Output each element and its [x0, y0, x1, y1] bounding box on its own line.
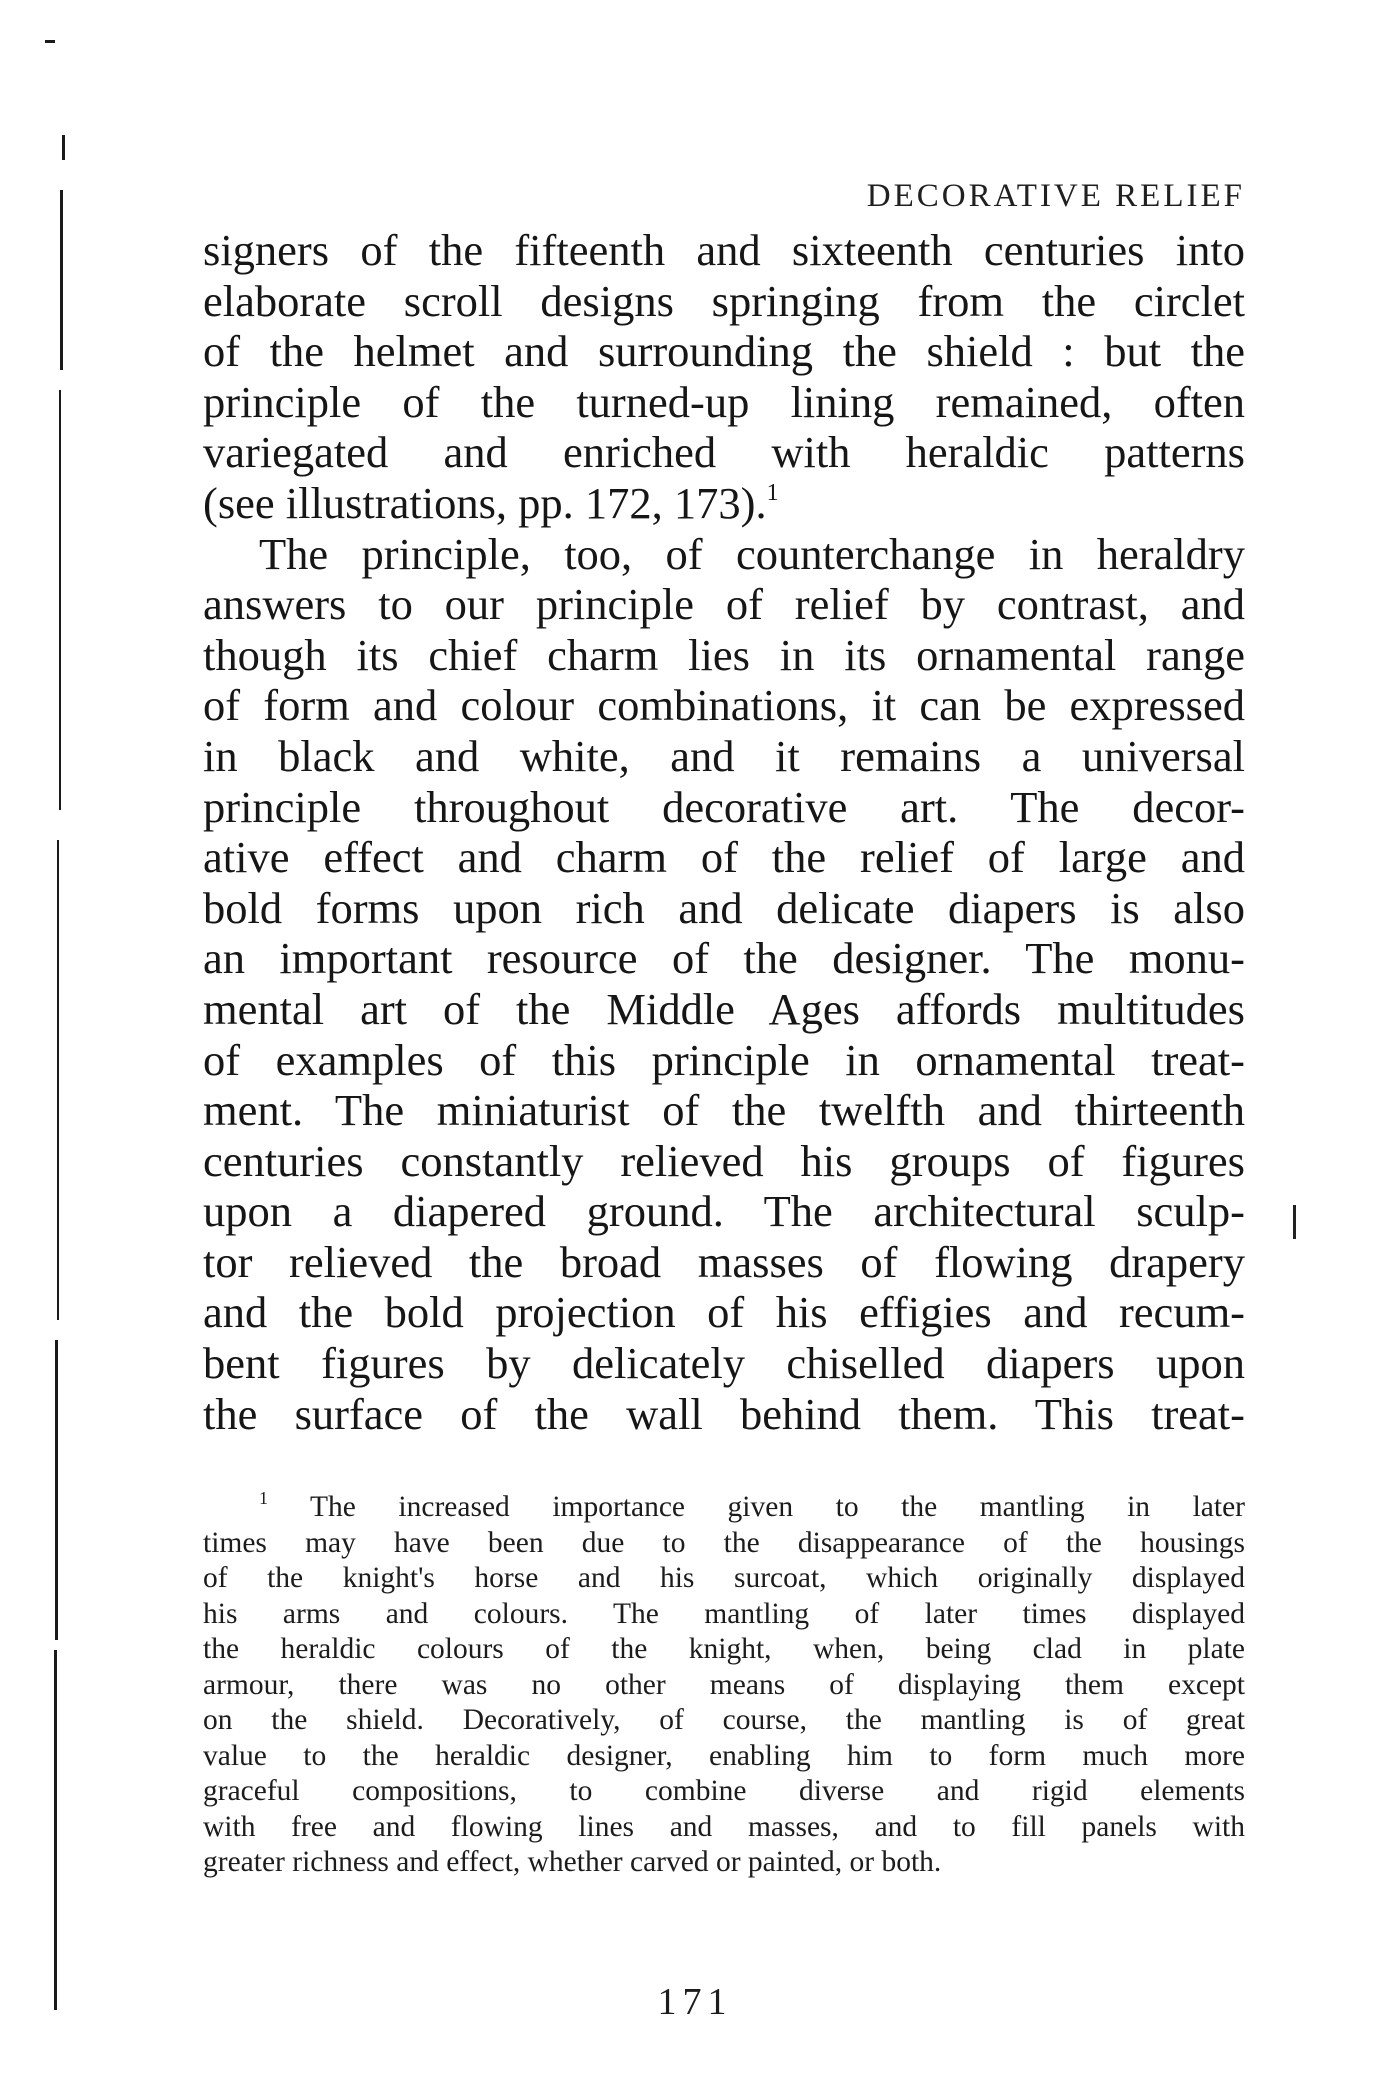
binding-edge-mark	[62, 135, 65, 160]
text-line: elaborate scroll designs springing from the circlet	[203, 275, 1245, 326]
footnote-line: value to the heraldic designer, enabling him to form much more	[203, 1739, 1245, 1772]
footnote-marker: 1	[259, 1488, 268, 1508]
text-line: bent figures by delicately chiselled diapers upon	[203, 1338, 1245, 1389]
text-line-with-footnote-ref	[203, 478, 1245, 529]
text-line: answers to our principle of relief by contrast, and	[203, 579, 1245, 630]
text-line: upon a diapered ground. The architectural sculp-	[203, 1186, 1245, 1237]
text-line: though its chief charm lies in its ornamental range	[203, 629, 1245, 680]
binding-edge-mark	[54, 1650, 57, 2010]
footnote-first-line	[203, 1490, 1245, 1526]
text-line: signers of the fifteenth and sixteenth centuries into	[203, 225, 1245, 275]
footnote-line: on the shield. Decoratively, of course, the mantling is of great	[203, 1704, 1245, 1736]
text-line: ative effect and charm of the relief of large and	[203, 832, 1245, 883]
main-text	[203, 225, 1245, 1439]
binding-edge-mark	[45, 40, 55, 43]
text-line: of the helmet and surrounding the shield : but the	[203, 326, 1245, 377]
footnote-line: of the knight's horse and his surcoat, which originally displayed	[203, 1562, 1245, 1594]
text-line: and the bold projection of his effigies and recum-	[203, 1287, 1245, 1338]
binding-edge-mark	[55, 1340, 58, 1640]
text-line: centuries constantly relieved his groups of figures	[203, 1135, 1245, 1186]
footnote-line: his arms and colours. The mantling of later times displayed	[203, 1597, 1245, 1630]
text-line: variegated and enriched with heraldic patterns	[203, 427, 1245, 478]
text-line: of examples of this principle in ornamental treat-	[203, 1034, 1245, 1085]
footnote-line: greater richness and effect, whether carved or painted, or both.	[203, 1846, 942, 1878]
text-line: tor relieved the broad masses of flowing drapery	[203, 1236, 1245, 1287]
text-line: an important resource of the designer. The monu-	[203, 933, 1245, 984]
footnote	[203, 1490, 1245, 1881]
footnote-reference: 1	[766, 479, 779, 506]
footnote-line: the heraldic colours of the knight, when, being clad in plate	[203, 1633, 1245, 1665]
margin-mark	[1293, 1205, 1296, 1239]
text-line: principle of the turned-up lining remained, often	[203, 376, 1245, 427]
text-line: mental art of the Middle Ages affords multitudes	[203, 983, 1245, 1034]
page-number: 171	[657, 1981, 733, 2023]
footnote-line: armour, there was no other means of displaying them except	[203, 1668, 1245, 1701]
text-line: principle throughout decorative art. The decor-	[203, 781, 1245, 832]
text-line: the surface of the wall behind them. This treat-	[203, 1388, 1245, 1439]
footnote-line: with free and flowing lines and masses, and to fill panels with	[203, 1810, 1245, 1843]
binding-edge-mark	[60, 190, 63, 370]
paragraph-first-line: The principle, too, of counterchange in heraldry	[259, 528, 1245, 579]
running-header: DECORATIVE RELIEF	[866, 178, 1245, 214]
text-line: of form and colour combinations, it can be expressed	[203, 680, 1245, 731]
binding-edge-mark	[57, 840, 59, 1320]
footnote-line: The increased importance given to the mantling in later	[310, 1491, 1246, 1523]
text-line: bold forms upon rich and delicate diapers is also	[203, 882, 1245, 933]
text-line: ment. The miniaturist of the twelfth and thirteenth	[203, 1085, 1245, 1136]
binding-edge-mark	[59, 390, 61, 810]
text-line: in black and white, and it remains a universal	[203, 730, 1245, 781]
footnote-line: times may have been due to the disappearance of the housings	[203, 1526, 1245, 1559]
footnote-line: graceful compositions, to combine diverse and rigid elements	[203, 1775, 1245, 1807]
text-line: (see illustrations, pp. 172, 173).	[203, 477, 767, 528]
